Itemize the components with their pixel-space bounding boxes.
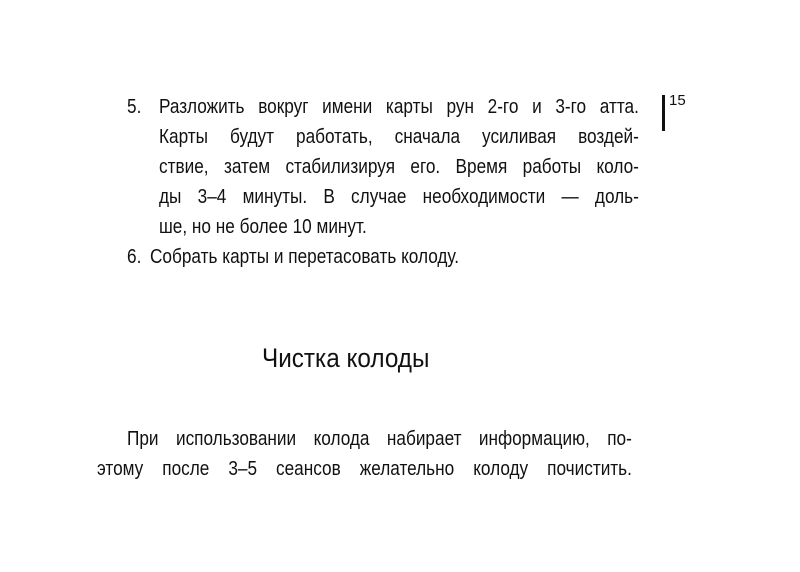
list-item-line: ды 3–4 минуты. В случае необходимости — доль- (159, 186, 639, 208)
section-heading: Чистка колоды (262, 343, 430, 373)
page-number: 15 (669, 92, 686, 109)
list-item-line: Разложить вокруг имени карты рун 2-го и 3-го атта. (159, 96, 639, 118)
list-item-line: Карты будут работать, сначала усиливая воздей- (159, 126, 639, 148)
list-item-line: Собрать карты и перетасовать колоду. (150, 246, 460, 268)
list-item-number: 5. (127, 96, 142, 118)
list-item-number: 6. (127, 246, 142, 268)
list-item-line: ше, но не более 10 минут. (159, 216, 367, 238)
paragraph-line: При использовании колода набирает информацию, по- (127, 428, 632, 450)
list-item-line: ствие, затем стабилизируя его. Время работы коло- (159, 156, 639, 178)
page-number-rule (662, 95, 665, 131)
paragraph-line: этому после 3–5 сеансов желательно колоду почистить. (97, 458, 632, 480)
